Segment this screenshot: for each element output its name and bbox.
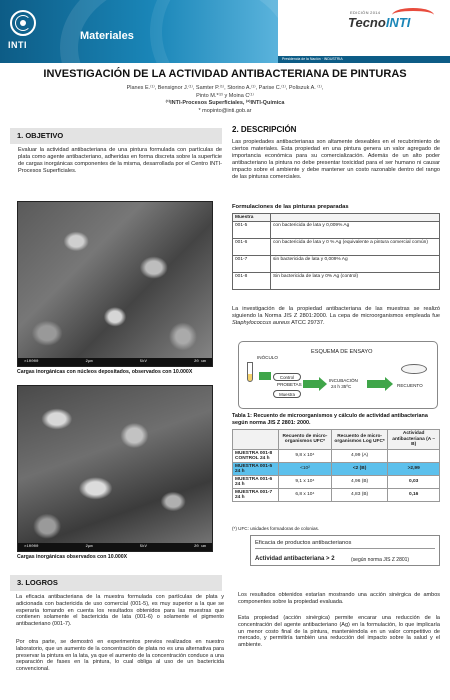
header-banner [0, 0, 278, 63]
organism-name: Staphylococcus aureus [232, 320, 290, 326]
section-title: Materiales [80, 30, 134, 42]
logros-paragraph-1: La eficacia antibacteriana de la muestra formulada con partículas de plata y adicionada con bactericida de uso comercial (001-5), es muy superior a la que se esperaría tomando en cuenta los resultados obtenidos para las muestras que contienen solamente el bactericida de lata (001-6) o solamente el pigmento antibacteriano (001-7). [16, 594, 224, 628]
muestra-label: Muestra [273, 390, 301, 398]
esquema-ensayo-diagram [238, 341, 438, 409]
table-row-highlighted: MUESTRA 001-5 24 h <10² <2 (B) >2,99 [233, 462, 440, 475]
petri-dish-icon [401, 364, 427, 374]
inti-logo-text: INTI [8, 40, 27, 50]
esquema-title: ESQUEMA DE ENSAYO [311, 349, 373, 355]
sem-scale-bar: ×10000 2μm 5kV 20 um [18, 543, 212, 551]
table-row: MUESTRA 001-6 24 h 9,1 x 10⁴ 4,96 (B) 0,03 [233, 475, 440, 488]
inti-logo-icon [10, 10, 36, 36]
eficacia-box [250, 535, 440, 566]
header [0, 0, 450, 63]
table-row: MUESTRA 001-7 24 h 6,8 x 10⁴ 4,83 (B) 0,16 [233, 488, 440, 501]
descripcion-text: Las propiedades antibacterianas son altamente deseables en el recubrimiento de ciertos materiales. Esta propiedad en una pintura genera un valor agregado de importancia económica para su comercialización. Además de un alto poder antibacteriano la pintura no debe presentar toxicidad para el ser humano ni causar impacto sobre el ambiente y debe mantener un costo razonable dentro del rango de las pinturas comerciales. [232, 139, 440, 180]
logros-paragraph-3: Los resultados obtenidos estarían mostrando una acción sinérgica de ambos componentes sobre la propiedad evaluada. [238, 592, 440, 605]
logros-paragraph-4: Esta propiedad (acción sinérgica) permite encarar una reducción de la concentración del agente antibacteriano (Ag) en la formulación, lo que implicaría un menor costo final de la pintura, manteniéndola en un valor competitivo de mercado, y permitiría también una reducción del impacto sobre la salud y el ambiente. [238, 615, 440, 649]
objetivo-heading: 1. OBJETIVO [10, 128, 222, 144]
incubacion-conditions: 24 h 35ºC [331, 384, 352, 389]
table-row: MUESTRA 001-8 CONTROL 24 h 9,8 x 10⁴ 4,99 (A) [233, 449, 440, 462]
formulaciones-table [232, 213, 440, 290]
caption-image-b: Cargas inorgánicas observados con 10.000X [17, 554, 128, 560]
eficacia-value: Actividad antibacteriana > 2 [255, 556, 335, 562]
sem-image-fillers [17, 385, 213, 552]
government-text: Presidencia de la Nación · INDUSTRIA [282, 57, 343, 61]
table-row: 001-5 con bactericida de lata y 0,009% Ag [233, 222, 440, 239]
authors-block [0, 85, 450, 115]
table-header-row: Muestra [233, 214, 440, 222]
formulaciones-heading: Formulaciones de las pinturas preparadas [232, 204, 349, 210]
incubacion-label: INCUBACIÓN [329, 378, 358, 383]
tecnointi-logo [348, 15, 410, 30]
recuento-label: RECUENTO [397, 383, 423, 388]
descripcion-heading: 2. DESCRIPCIÓN [232, 125, 297, 134]
objetivo-text: Evaluar la actividad antibacteriana de una pintura formulada con partículas de plata como agente antibacteriano, adheridas en forma discreta sobre la superficie de cargas inorgánicas componentes de la misma, desarrollada por el Centro INTI-Procesos Superficiales. [18, 147, 222, 174]
investigacion-text: La investigación de la propiedad antibacteriana de las muestras se realizó siguiendo la Norma JIS Z 2801:2000. La cepa de microorganismos empleada fue Staphylococcus aureus ATCC 29737. [232, 306, 440, 326]
table-row: 001-7 sin bactericida de lata y 0,009% Ag [233, 256, 440, 273]
table-row: 001-8 Sin bactericida de lata y 0% Ag (control) [233, 273, 440, 290]
eficacia-note: (según norma JIS Z 2801) [351, 557, 410, 563]
logros-paragraph-2: Por otra parte, se demostró en experimentos previos realizados en nuestro laboratorio, que un aumento de la concentración de plata no es una alternativa para preservar la pintura en la lata, ya que el aumento de la concentración conduce a una separación de fases en la pintura, lo cual obliga al uso de un bactericida convencional. [16, 639, 224, 673]
logros-section [10, 575, 442, 695]
tabla1-results [232, 429, 440, 502]
caption-image-a: Cargas inorgánicas con núcleos depositados, observados con 10.000X [17, 369, 193, 375]
tabla1-heading: Tabla 1: Recuento de microorganismos y cálculo de actividad antibacteriana según norma JIS Z 2801: 2000. [232, 413, 428, 426]
authors-line-2: Pinto M.*⁽²⁾ y Moina C⁽¹⁾ [196, 92, 254, 99]
table-header-row: Recuento de micro-organismos UFC* Recuento de micro-organismos Log UFC* Actividad antibacteriana (A – B) [233, 430, 440, 450]
sem-image-nuclei [17, 201, 213, 367]
eficacia-title: Eficacia de productos antibacterianos [255, 540, 352, 546]
contact-email: * mopinto@inti.gob.ar [198, 107, 252, 114]
logros-heading: 3. LOGROS [10, 575, 222, 591]
edition-label: EDICIÓN 2014 [350, 10, 381, 15]
inoculo-label: INÓCULO [257, 355, 278, 360]
flow-arrow-shaft [303, 380, 319, 388]
authors-line-1: Planes E.⁽¹⁾, Bensignor J.⁽¹⁾, Samter P.⁽¹⁾, Storino A.⁽¹⁾, Parise C.⁽¹⁾, Poliszuk A. ⁽¹⁾, [126, 85, 324, 91]
control-label: Control [273, 373, 301, 381]
table-row: 001-6 con bactericida de lata y 0 % Ag (equivalente a pintura comercial común) [233, 239, 440, 256]
affiliations: ⁽¹⁾INTI-Procesos Superficiales, ⁽²⁾INTI-Química [165, 100, 285, 106]
flow-arrow-shaft [367, 380, 385, 388]
tabla1-footnote: (*) UFC: unidades formadoras de colonias. [232, 526, 320, 531]
test-tube-icon [247, 362, 253, 382]
probetas-label: PROBETAS [277, 382, 302, 387]
poster-title: INVESTIGACIÓN DE LA ACTIVIDAD ANTIBACTERIANA DE PINTURAS [43, 68, 407, 80]
brand-suffix: INTI [385, 15, 411, 30]
flow-arrow-shaft [259, 372, 271, 380]
sem-scale-bar: ×10000 2μm 5kV 20 um [18, 358, 212, 366]
arrow-right-icon [319, 377, 327, 391]
brand-prefix: Tecno [348, 15, 386, 30]
arrow-right-icon [385, 377, 393, 391]
